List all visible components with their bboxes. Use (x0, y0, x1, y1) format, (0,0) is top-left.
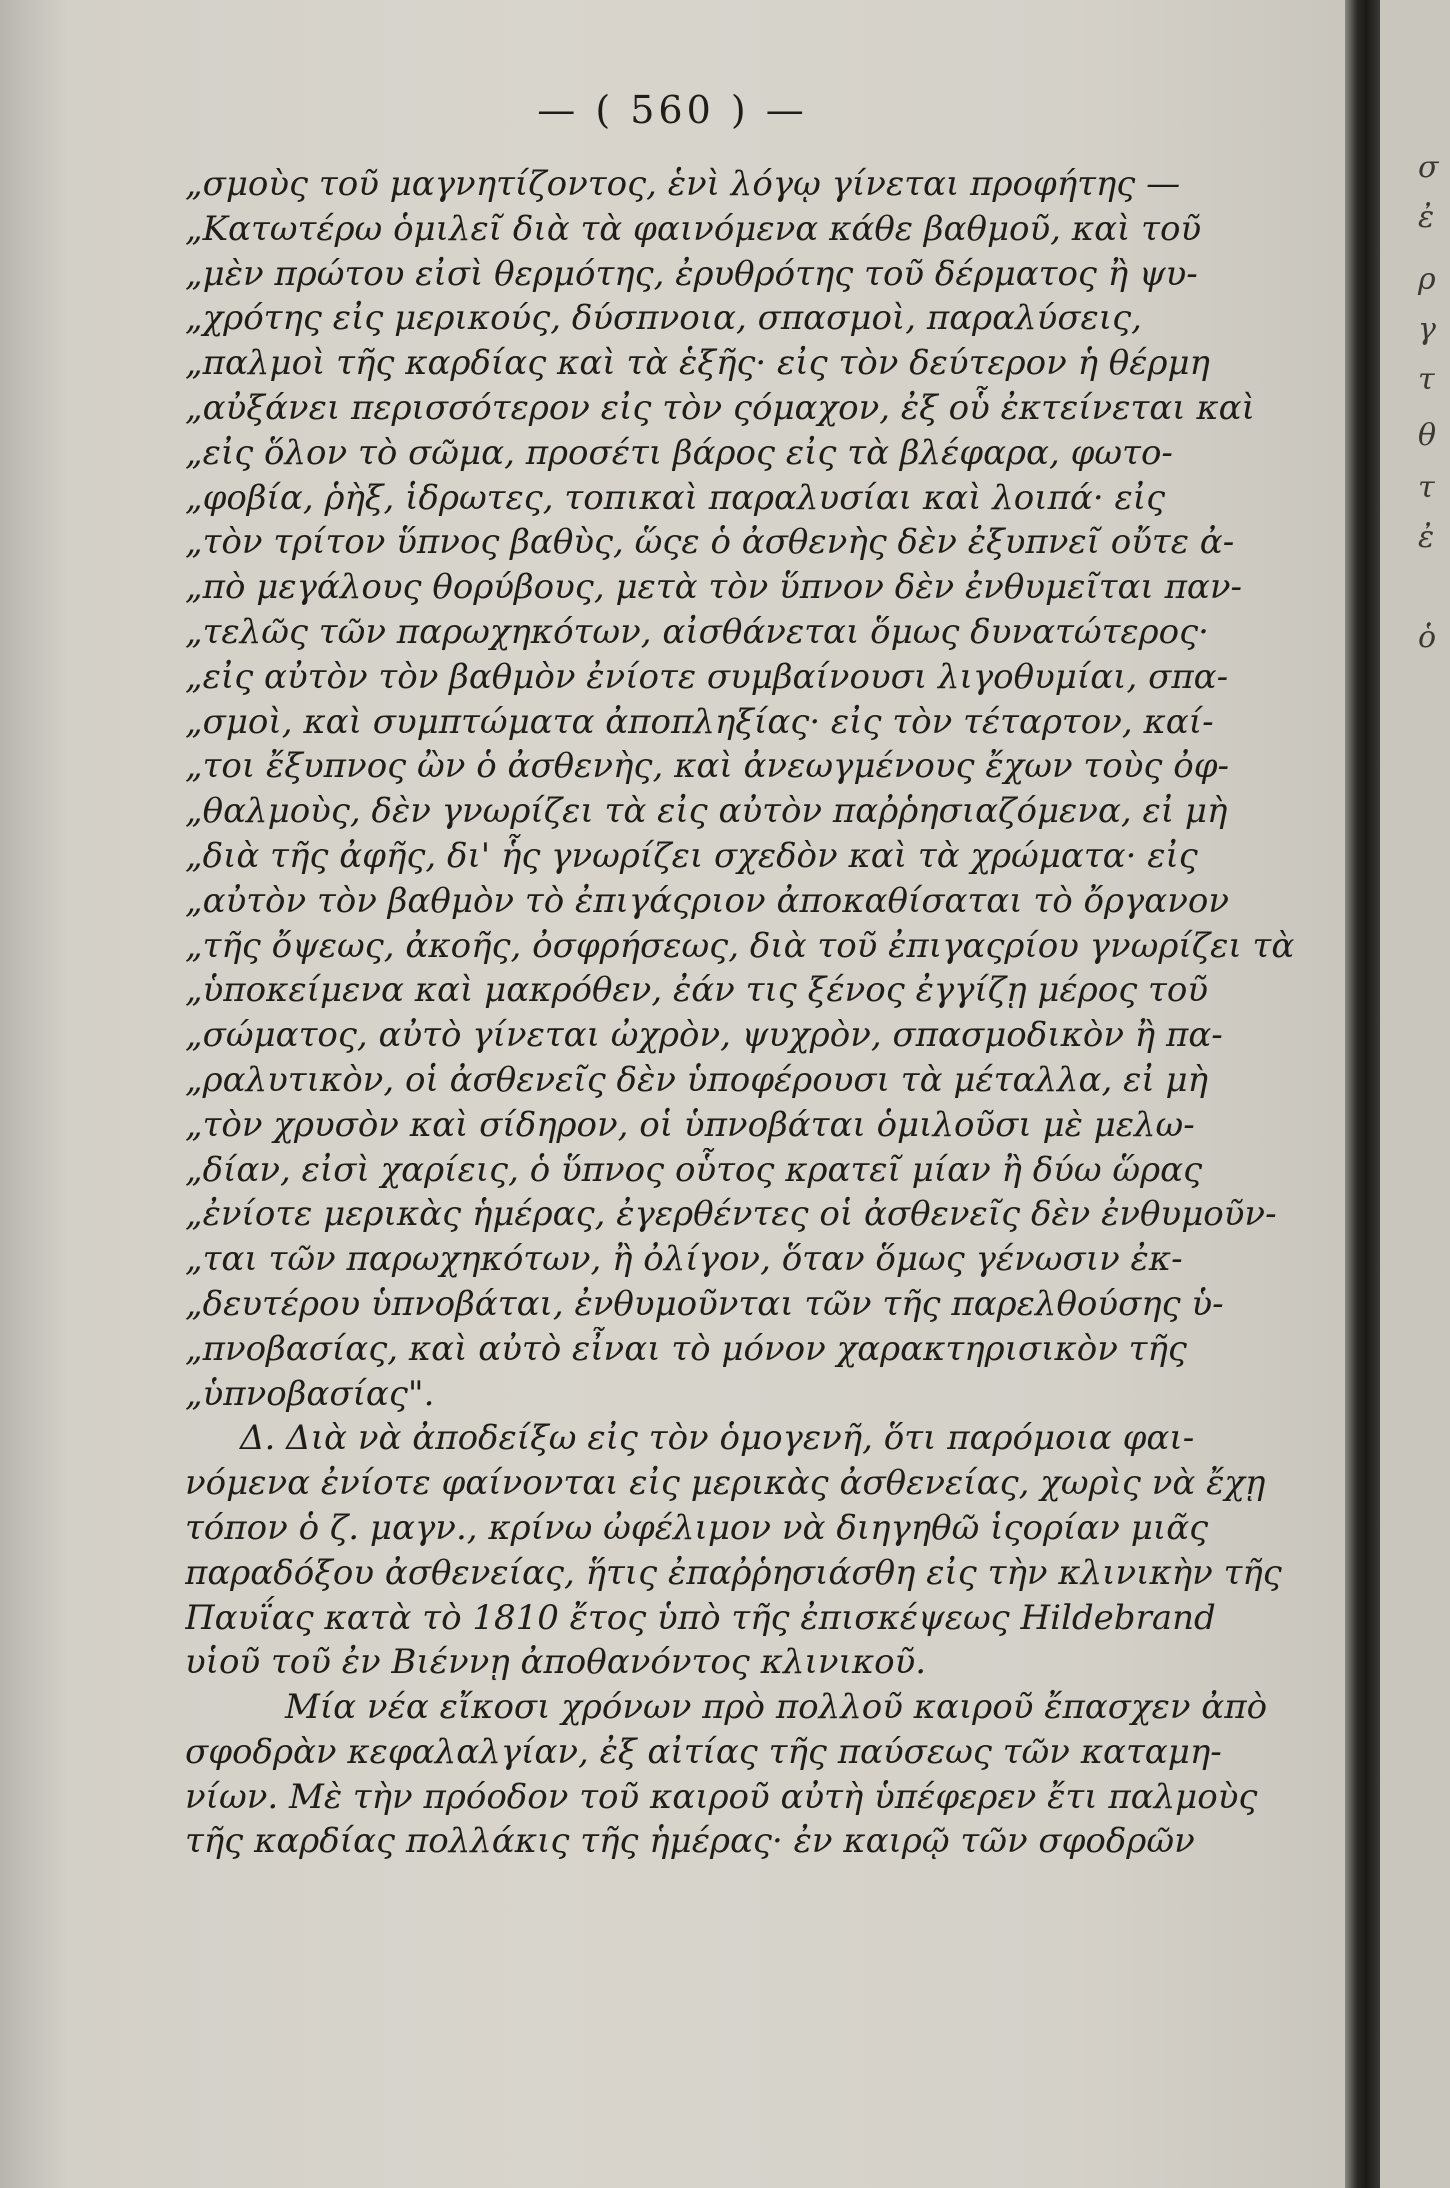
paragraph-case-history (185, 1685, 1330, 1864)
text-line: „εἰς ὅλον τὸ σῶμα, προσέτι βάρος εἰς τὰ βλέφαρα, φωτο- (185, 432, 1173, 473)
page-number-header: — ( 560 ) — (537, 88, 808, 132)
text-line: „ραλυτικὸν, οἱ ἀσθενεῖς δὲν ὑποφέρουσι τὰ μέταλλα, εἰ μὴ (185, 1059, 1208, 1100)
text-line: παραδόξου ἀσθενείας, ἥτις ἐπαῤῥησιάσθη εἰς τὴν κλινικὴν τῆς (185, 1552, 1282, 1593)
text-line: „ται τῶν παρωχηκότων, ἢ ὀλίγον, ὅταν ὅμως γένωσιν ἐκ- (185, 1239, 1183, 1280)
text-line: „ὑποκείμενα καὶ μακρόθεν, ἐάν τις ξένος ἐγγίζῃ μέρος τοῦ (185, 970, 1209, 1011)
text-line: „τῆς ὄψεως, ἀκοῆς, ὀσφρήσεως, διὰ τοῦ ἐπιγαςρίου γνωρίζει τὰ (185, 925, 1295, 966)
text-line: „φοβία, ῥὴξ, ἱδρωτες, τοπικαὶ παραλυσίαι καὶ λοιπά· εἰς (185, 477, 1166, 518)
adjacent-page-fragment: ὁ (1418, 620, 1437, 655)
text-line: „δίαν, εἰσὶ χαρίεις, ὁ ὕπνος οὗτος κρατεῖ μίαν ἢ δύω ὥρας (185, 1149, 1203, 1190)
text-line: „σμοὶ, καὶ συμπτώματα ἀποπληξίας· εἰς τὸν τέταρτον, καί- (185, 701, 1214, 742)
adjacent-page-fragment: ἐ (1418, 520, 1435, 555)
text-line: τόπον ὁ ζ. μαγν., κρίνω ὠφέλιμον νὰ διηγηθῶ ἱςορίαν μιᾶς (185, 1507, 1209, 1548)
text-line: „τοι ἔξυπνος ὢν ὁ ἀσθενὴς, καὶ ἀνεωγμένους ἔχων τοὺς ὀφ- (185, 746, 1229, 787)
paragraph-delta (185, 1416, 1330, 1685)
text-line: „σμοὺς τοῦ μαγνητίζοντος, ἑνὶ λόγῳ γίνεται προφήτης — (185, 164, 1181, 204)
text-line: „παλμοὶ τῆς καρδίας καὶ τὰ ἑξῆς· εἰς τὸν δεύτερον ἡ θέρμη (185, 343, 1210, 384)
text-line: σφοδρὰν κεφαλαλγίαν, ἐξ αἰτίας τῆς παύσεως τῶν καταμη- (185, 1731, 1222, 1772)
adjacent-page-fragment: τ (1418, 362, 1435, 397)
adjacent-page-fragment: θ (1418, 418, 1437, 453)
text-line: νίων. Μὲ τὴν πρόοδον τοῦ καιροῦ αὐτὴ ὑπέφερεν ἔτι παλμοὺς (185, 1776, 1258, 1817)
text-line: „πνοβασίας, καὶ αὐτὸ εἶναι τὸ μόνον χαρακτηρισικὸν τῆς (185, 1328, 1187, 1369)
text-line: „εἰς αὐτὸν τὸν βαθμὸν ἐνίοτε συμβαίνουσι λιγοθυμίαι, σπα- (185, 656, 1229, 697)
text-line: „πὸ μεγάλους θορύβους, μετὰ τὸν ὕπνον δὲν ἐνθυμεῖται παν- (185, 567, 1243, 608)
text-line: „θαλμοὺς, δὲν γνωρίζει τὰ εἰς αὐτὸν παῤῥησιαζόμενα, εἰ μὴ (185, 791, 1228, 832)
adjacent-page-fragment: γ (1418, 312, 1436, 347)
text-line: „τὸν τρίτον ὕπνος βαθὺς, ὥςε ὁ ἀσθενὴς δὲν ἐξυπνεῖ οὔτε ἀ- (185, 522, 1235, 563)
text-line: „δευτέρου ὑπνοβάται, ἐνθυμοῦνται τῶν τῆς παρελθούσης ὑ- (185, 1283, 1224, 1324)
text-line: „ὑπνοβασίας". (185, 1373, 435, 1414)
quoted-passage (185, 162, 1330, 1416)
text-line: τῆς καρδίας πολλάκις τῆς ἡμέρας· ἐν καιρῷ τῶν σφοδρῶν (185, 1821, 1195, 1862)
text-line: Δ. Διὰ νὰ ἀποδείξω εἰς τὸν ὁμογενῆ, ὅτι παρόμοια φαι- (240, 1418, 1195, 1459)
text-line: „μὲν πρώτου εἰσὶ θερμότης, ἐρυθρότης τοῦ δέρματος ἢ ψυ- (185, 253, 1198, 294)
text-line: υἱοῦ τοῦ ἐν Βιέννῃ ἀποθανόντος κλινικοῦ. (185, 1642, 927, 1683)
text-line: „ἐνίοτε μερικὰς ἡμέρας, ἐγερθέντες οἱ ἀσθενεῖς δὲν ἐνθυμοῦν- (185, 1194, 1277, 1235)
adjacent-page-fragment: τ (1418, 470, 1435, 505)
adjacent-page-fragment: σ (1418, 150, 1439, 185)
text-line: „τὸν χρυσὸν καὶ σίδηρον, οἱ ὑπνοβάται ὁμιλοῦσι μὲ μελω- (185, 1104, 1195, 1145)
text-line: „χρότης εἰς μερικούς, δύσπνοια, σπασμοὶ, παραλύσεις, (185, 298, 1142, 339)
text-line: „διὰ τῆς ἀφῆς, δι' ἧς γνωρίζει σχεδὸν καὶ τὰ χρώματα· εἰς (185, 835, 1198, 876)
adjacent-page-fragment: ἐ (1418, 200, 1435, 235)
text-line: Μία νέα εἴκοσι χρόνων πρὸ πολλοῦ καιροῦ ἔπασχεν ἀπὸ (285, 1687, 1268, 1728)
book-gutter (1345, 0, 1380, 2188)
adjacent-page-edge (1380, 0, 1450, 2188)
page-text (185, 162, 1330, 1864)
text-line: „αὐτὸν τὸν βαθμὸν τὸ ἐπιγάςριον ἀποκαθίσαται τὸ ὄργανον (185, 880, 1230, 921)
adjacent-page-fragment: ρ (1418, 262, 1436, 297)
text-line: Παυΐας κατὰ τὸ 1810 ἔτος ὑπὸ τῆς ἐπισκέψεως Hildebrand (185, 1597, 1216, 1638)
text-line: νόμενα ἐνίοτε φαίνονται εἰς μερικὰς ἀσθενείας, χωρὶς νὰ ἔχῃ (185, 1463, 1266, 1504)
text-line: „τελῶς τῶν παρωχηκότων, αἰσθάνεται ὅμως δυνατώτερος· (185, 611, 1209, 652)
text-line: „Κατωτέρω ὁμιλεῖ διὰ τὰ φαινόμενα κάθε βαθμοῦ, καὶ τοῦ (185, 208, 1202, 249)
text-line: „σώματος, αὐτὸ γίνεται ὠχρὸν, ψυχρὸν, σπασμοδικὸν ἢ πα- (185, 1015, 1223, 1056)
text-line: „αὐξάνει περισσότερον εἰς τὸν ςόμαχον, ἐξ οὗ ἐκτείνεται καὶ (185, 387, 1255, 428)
